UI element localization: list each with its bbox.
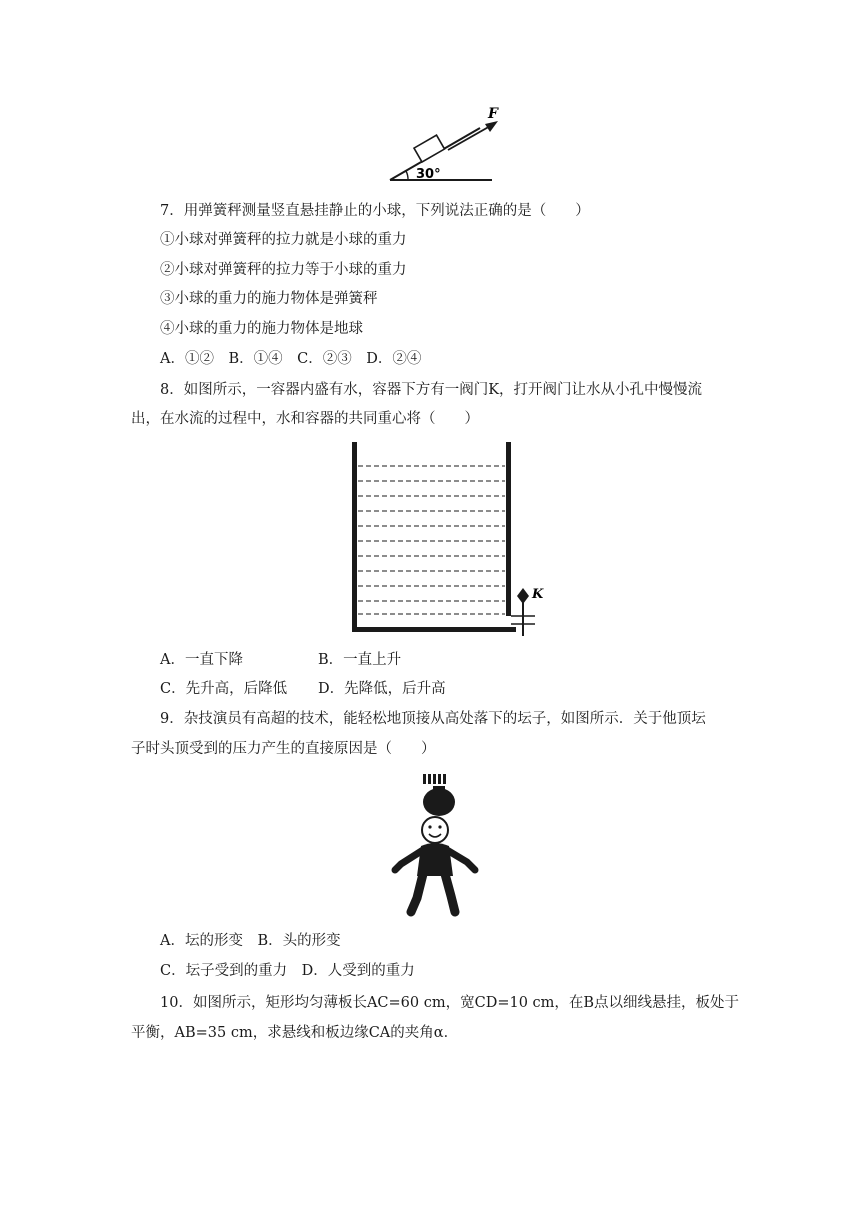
q7-statement-1: ①小球对弹簧秤的拉力就是小球的重力 bbox=[160, 232, 407, 248]
q8-option-a: A．一直下降 bbox=[160, 652, 243, 668]
container-bottom bbox=[352, 627, 516, 632]
valve-handle bbox=[517, 588, 529, 604]
angle-label: 30° bbox=[416, 167, 441, 182]
q7-stem: 7．用弹簧秤测量竖直悬挂静止的小球，下列说法正确的是（ ） bbox=[160, 203, 590, 219]
incline-figure bbox=[380, 100, 510, 186]
acrobat-eye-left bbox=[428, 825, 431, 828]
acrobat-leg-right bbox=[445, 874, 455, 912]
container-figure bbox=[345, 438, 545, 638]
water-surface-lines bbox=[358, 466, 505, 614]
angle-arc bbox=[406, 171, 408, 180]
q9-stem-line1: 9．杂技演员有高超的技术，能轻松地顶接从高处落下的坛子，如图所示．关于他顶坛 bbox=[160, 711, 706, 727]
q10-line2: 平衡，AB=35 cm，求悬线和板边缘CA的夹角α． bbox=[131, 1025, 459, 1041]
q9-options-ab: A．坛的形变 B．头的形变 bbox=[160, 933, 341, 949]
q8-stem-line2: 出，在水流的过程中，水和容器的共同重心将（ ） bbox=[131, 411, 479, 427]
acrobat-eye-right bbox=[438, 825, 441, 828]
q7-statement-3: ③小球的重力的施力物体是弹簧秤 bbox=[160, 291, 378, 307]
q7-options: A．①② B．①④ C．②③ D．②④ bbox=[160, 351, 422, 367]
q8-option-d: D．先降低，后升高 bbox=[318, 681, 446, 697]
jar-neck bbox=[433, 786, 445, 792]
valve-label: K bbox=[532, 587, 544, 602]
q7-statement-2: ②小球对弹簧秤的拉力等于小球的重力 bbox=[160, 262, 407, 278]
q9-stem-line2: 子时头顶受到的压力产生的直接原因是（ ） bbox=[131, 741, 436, 757]
q7-statement-4: ④小球的重力的施力物体是地球 bbox=[160, 321, 363, 337]
q8-option-c: C．先升高，后降低 bbox=[160, 681, 288, 697]
block-on-incline bbox=[414, 135, 445, 162]
acrobat-head bbox=[422, 817, 448, 843]
q8-stem-line1: 8．如图所示，一容器内盛有水，容器下方有一阀门K，打开阀门让水从小孔中慢慢流 bbox=[160, 382, 703, 398]
force-arrow-shaft bbox=[448, 125, 492, 150]
acrobat-figure bbox=[385, 766, 485, 920]
jar bbox=[423, 788, 455, 816]
acrobat-leg-left bbox=[411, 874, 423, 912]
motion-lines bbox=[423, 774, 446, 784]
container-right-wall bbox=[506, 442, 511, 616]
force-arrow-head bbox=[485, 121, 498, 132]
force-label: F bbox=[488, 106, 498, 122]
container-left-wall bbox=[352, 442, 357, 632]
q10-line1: 10．如图所示，矩形均匀薄板长AC=60 cm，宽CD=10 cm，在B点以细线悬挂，板处于 bbox=[160, 995, 740, 1011]
q8-option-b: B．一直上升 bbox=[318, 652, 402, 668]
q9-options-cd: C．坛子受到的重力 D．人受到的重力 bbox=[160, 963, 415, 979]
